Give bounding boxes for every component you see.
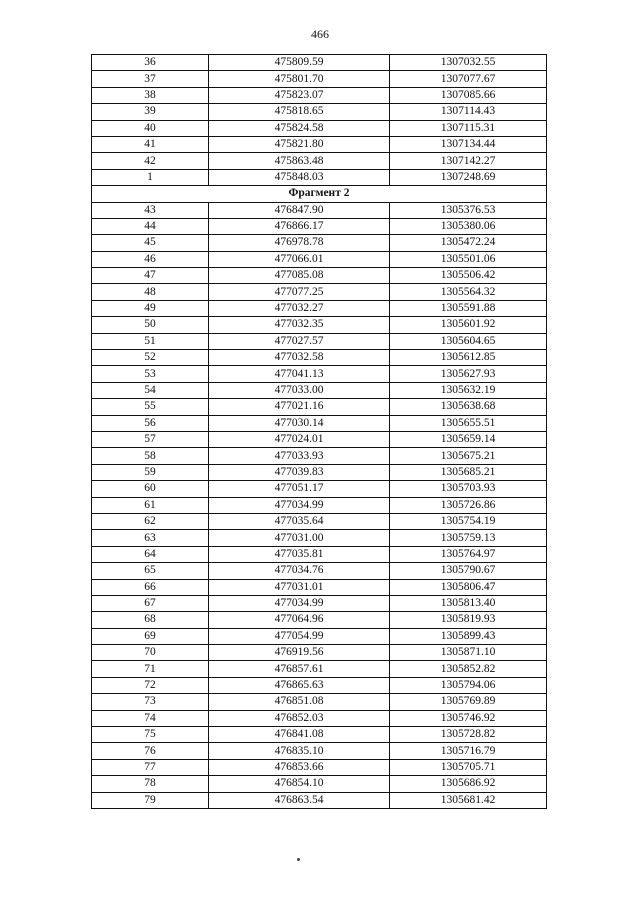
point-number-cell: 36 — [92, 55, 209, 71]
coordinates-table — [91, 54, 547, 809]
x-coordinate-cell: 477054.99 — [209, 628, 390, 644]
point-number-cell: 48 — [92, 284, 209, 300]
x-coordinate-cell: 475824.58 — [209, 120, 390, 136]
table-row — [92, 235, 547, 251]
point-number-cell: 61 — [92, 497, 209, 513]
point-number-cell: 45 — [92, 235, 209, 251]
y-coordinate-cell: 1305899.43 — [390, 628, 547, 644]
point-number-cell: 1 — [92, 169, 209, 185]
point-number-cell: 73 — [92, 694, 209, 710]
table-row — [92, 136, 547, 152]
y-coordinate-cell: 1305769.89 — [390, 694, 547, 710]
table-row — [92, 792, 547, 808]
x-coordinate-cell: 477066.01 — [209, 251, 390, 267]
x-coordinate-cell: 476853.66 — [209, 759, 390, 775]
point-number-cell: 39 — [92, 104, 209, 120]
y-coordinate-cell: 1305685.21 — [390, 464, 547, 480]
table-row — [92, 202, 547, 218]
y-coordinate-cell: 1305681.42 — [390, 792, 547, 808]
x-coordinate-cell: 476919.56 — [209, 645, 390, 661]
x-coordinate-cell: 475801.70 — [209, 71, 390, 87]
table-row — [92, 104, 547, 120]
table-row — [92, 71, 547, 87]
y-coordinate-cell: 1305655.51 — [390, 415, 547, 431]
point-number-cell: 47 — [92, 268, 209, 284]
y-coordinate-cell: 1305506.42 — [390, 268, 547, 284]
x-coordinate-cell: 477032.58 — [209, 350, 390, 366]
table-row — [92, 169, 547, 185]
y-coordinate-cell: 1305764.97 — [390, 546, 547, 562]
table-row — [92, 776, 547, 792]
y-coordinate-cell: 1305819.93 — [390, 612, 547, 628]
point-number-cell: 60 — [92, 481, 209, 497]
point-number-cell: 76 — [92, 743, 209, 759]
x-coordinate-cell: 477035.81 — [209, 546, 390, 562]
x-coordinate-cell: 476978.78 — [209, 235, 390, 251]
y-coordinate-cell: 1307085.66 — [390, 87, 547, 103]
table-row — [92, 448, 547, 464]
x-coordinate-cell: 476847.90 — [209, 202, 390, 218]
x-coordinate-cell: 477034.99 — [209, 595, 390, 611]
table-row — [92, 694, 547, 710]
x-coordinate-cell: 477077.25 — [209, 284, 390, 300]
table-row — [92, 727, 547, 743]
table-row — [92, 612, 547, 628]
point-number-cell: 72 — [92, 677, 209, 693]
x-coordinate-cell: 477033.93 — [209, 448, 390, 464]
x-coordinate-cell: 475821.80 — [209, 136, 390, 152]
y-coordinate-cell: 1305794.06 — [390, 677, 547, 693]
table-row — [92, 333, 547, 349]
x-coordinate-cell: 475809.59 — [209, 55, 390, 71]
y-coordinate-cell: 1307077.67 — [390, 71, 547, 87]
y-coordinate-cell: 1307115.31 — [390, 120, 547, 136]
x-coordinate-cell: 475818.65 — [209, 104, 390, 120]
table-row — [92, 120, 547, 136]
y-coordinate-cell: 1305604.65 — [390, 333, 547, 349]
x-coordinate-cell: 475823.07 — [209, 87, 390, 103]
y-coordinate-cell: 1305376.53 — [390, 202, 547, 218]
table-row — [92, 268, 547, 284]
point-number-cell: 46 — [92, 251, 209, 267]
point-number-cell: 37 — [92, 71, 209, 87]
point-number-cell: 58 — [92, 448, 209, 464]
x-coordinate-cell: 476863.54 — [209, 792, 390, 808]
y-coordinate-cell: 1305472.24 — [390, 235, 547, 251]
y-coordinate-cell: 1305705.71 — [390, 759, 547, 775]
point-number-cell: 52 — [92, 350, 209, 366]
point-number-cell: 74 — [92, 710, 209, 726]
table-row — [92, 481, 547, 497]
point-number-cell: 71 — [92, 661, 209, 677]
point-number-cell: 40 — [92, 120, 209, 136]
y-coordinate-cell: 1305659.14 — [390, 431, 547, 447]
y-coordinate-cell: 1305754.19 — [390, 513, 547, 529]
table-row — [92, 55, 547, 71]
y-coordinate-cell: 1305564.32 — [390, 284, 547, 300]
table-row — [92, 759, 547, 775]
y-coordinate-cell: 1305632.19 — [390, 382, 547, 398]
table-row — [92, 661, 547, 677]
table-row — [92, 153, 547, 169]
x-coordinate-cell: 477027.57 — [209, 333, 390, 349]
y-coordinate-cell: 1305612.85 — [390, 350, 547, 366]
x-coordinate-cell: 477034.76 — [209, 563, 390, 579]
x-coordinate-cell: 477030.14 — [209, 415, 390, 431]
x-coordinate-cell: 477032.27 — [209, 300, 390, 316]
x-coordinate-cell: 476841.08 — [209, 727, 390, 743]
y-coordinate-cell: 1305380.06 — [390, 218, 547, 234]
table-row — [92, 284, 547, 300]
y-coordinate-cell: 1305591.88 — [390, 300, 547, 316]
x-coordinate-cell: 477034.99 — [209, 497, 390, 513]
table-row — [92, 382, 547, 398]
table-row — [92, 628, 547, 644]
table-row — [92, 497, 547, 513]
point-number-cell: 67 — [92, 595, 209, 611]
point-number-cell: 42 — [92, 153, 209, 169]
y-coordinate-cell: 1305627.93 — [390, 366, 547, 382]
y-coordinate-cell: 1305601.92 — [390, 317, 547, 333]
table-row — [92, 415, 547, 431]
table-row — [92, 218, 547, 234]
x-coordinate-cell: 476852.03 — [209, 710, 390, 726]
section-title: Фрагмент 2 — [92, 186, 547, 202]
x-coordinate-cell: 476857.61 — [209, 661, 390, 677]
x-coordinate-cell: 477041.13 — [209, 366, 390, 382]
x-coordinate-cell: 476835.10 — [209, 743, 390, 759]
point-number-cell: 50 — [92, 317, 209, 333]
point-number-cell: 66 — [92, 579, 209, 595]
section-header-row — [92, 186, 547, 202]
point-number-cell: 57 — [92, 431, 209, 447]
table-row — [92, 350, 547, 366]
y-coordinate-cell: 1305852.82 — [390, 661, 547, 677]
x-coordinate-cell: 476865.63 — [209, 677, 390, 693]
table-row — [92, 563, 547, 579]
y-coordinate-cell: 1305806.47 — [390, 579, 547, 595]
coordinates-table-body — [92, 55, 547, 809]
page-number: 466 — [311, 27, 329, 41]
y-coordinate-cell: 1305871.10 — [390, 645, 547, 661]
x-coordinate-cell: 477035.64 — [209, 513, 390, 529]
table-row — [92, 251, 547, 267]
x-coordinate-cell: 476866.17 — [209, 218, 390, 234]
x-coordinate-cell: 477021.16 — [209, 399, 390, 415]
x-coordinate-cell: 475848.03 — [209, 169, 390, 185]
x-coordinate-cell: 477031.00 — [209, 530, 390, 546]
y-coordinate-cell: 1305638.68 — [390, 399, 547, 415]
table-row — [92, 317, 547, 333]
point-number-cell: 41 — [92, 136, 209, 152]
x-coordinate-cell: 477039.83 — [209, 464, 390, 480]
point-number-cell: 62 — [92, 513, 209, 529]
point-number-cell: 44 — [92, 218, 209, 234]
point-number-cell: 55 — [92, 399, 209, 415]
point-number-cell: 51 — [92, 333, 209, 349]
point-number-cell: 38 — [92, 87, 209, 103]
y-coordinate-cell: 1305726.86 — [390, 497, 547, 513]
point-number-cell: 54 — [92, 382, 209, 398]
y-coordinate-cell: 1305716.79 — [390, 743, 547, 759]
point-number-cell: 65 — [92, 563, 209, 579]
x-coordinate-cell: 477064.96 — [209, 612, 390, 628]
point-number-cell: 75 — [92, 727, 209, 743]
y-coordinate-cell: 1305728.82 — [390, 727, 547, 743]
point-number-cell: 56 — [92, 415, 209, 431]
table-row — [92, 595, 547, 611]
y-coordinate-cell: 1307248.69 — [390, 169, 547, 185]
y-coordinate-cell: 1305703.93 — [390, 481, 547, 497]
y-coordinate-cell: 1305746.92 — [390, 710, 547, 726]
x-coordinate-cell: 476854.10 — [209, 776, 390, 792]
point-number-cell: 64 — [92, 546, 209, 562]
point-number-cell: 79 — [92, 792, 209, 808]
y-coordinate-cell: 1307142.27 — [390, 153, 547, 169]
scan-speck — [297, 858, 300, 861]
y-coordinate-cell: 1305790.67 — [390, 563, 547, 579]
table-row — [92, 87, 547, 103]
y-coordinate-cell: 1307032.55 — [390, 55, 547, 71]
table-row — [92, 645, 547, 661]
y-coordinate-cell: 1305813.40 — [390, 595, 547, 611]
y-coordinate-cell: 1307114.43 — [390, 104, 547, 120]
point-number-cell: 70 — [92, 645, 209, 661]
x-coordinate-cell: 476851.08 — [209, 694, 390, 710]
table-row — [92, 710, 547, 726]
point-number-cell: 77 — [92, 759, 209, 775]
table-row — [92, 464, 547, 480]
table-row — [92, 399, 547, 415]
y-coordinate-cell: 1305759.13 — [390, 530, 547, 546]
table-row — [92, 300, 547, 316]
table-row — [92, 546, 547, 562]
point-number-cell: 78 — [92, 776, 209, 792]
table-row — [92, 431, 547, 447]
point-number-cell: 69 — [92, 628, 209, 644]
x-coordinate-cell: 477024.01 — [209, 431, 390, 447]
point-number-cell: 53 — [92, 366, 209, 382]
x-coordinate-cell: 477033.00 — [209, 382, 390, 398]
x-coordinate-cell: 477051.17 — [209, 481, 390, 497]
point-number-cell: 49 — [92, 300, 209, 316]
table-row — [92, 677, 547, 693]
y-coordinate-cell: 1305675.21 — [390, 448, 547, 464]
table-row — [92, 579, 547, 595]
y-coordinate-cell: 1305686.92 — [390, 776, 547, 792]
x-coordinate-cell: 477031.01 — [209, 579, 390, 595]
x-coordinate-cell: 477032.35 — [209, 317, 390, 333]
table-row — [92, 530, 547, 546]
point-number-cell: 63 — [92, 530, 209, 546]
point-number-cell: 68 — [92, 612, 209, 628]
x-coordinate-cell: 475863.48 — [209, 153, 390, 169]
point-number-cell: 43 — [92, 202, 209, 218]
table-row — [92, 366, 547, 382]
table-row — [92, 743, 547, 759]
x-coordinate-cell: 477085.08 — [209, 268, 390, 284]
table-row — [92, 513, 547, 529]
y-coordinate-cell: 1307134.44 — [390, 136, 547, 152]
point-number-cell: 59 — [92, 464, 209, 480]
y-coordinate-cell: 1305501.06 — [390, 251, 547, 267]
